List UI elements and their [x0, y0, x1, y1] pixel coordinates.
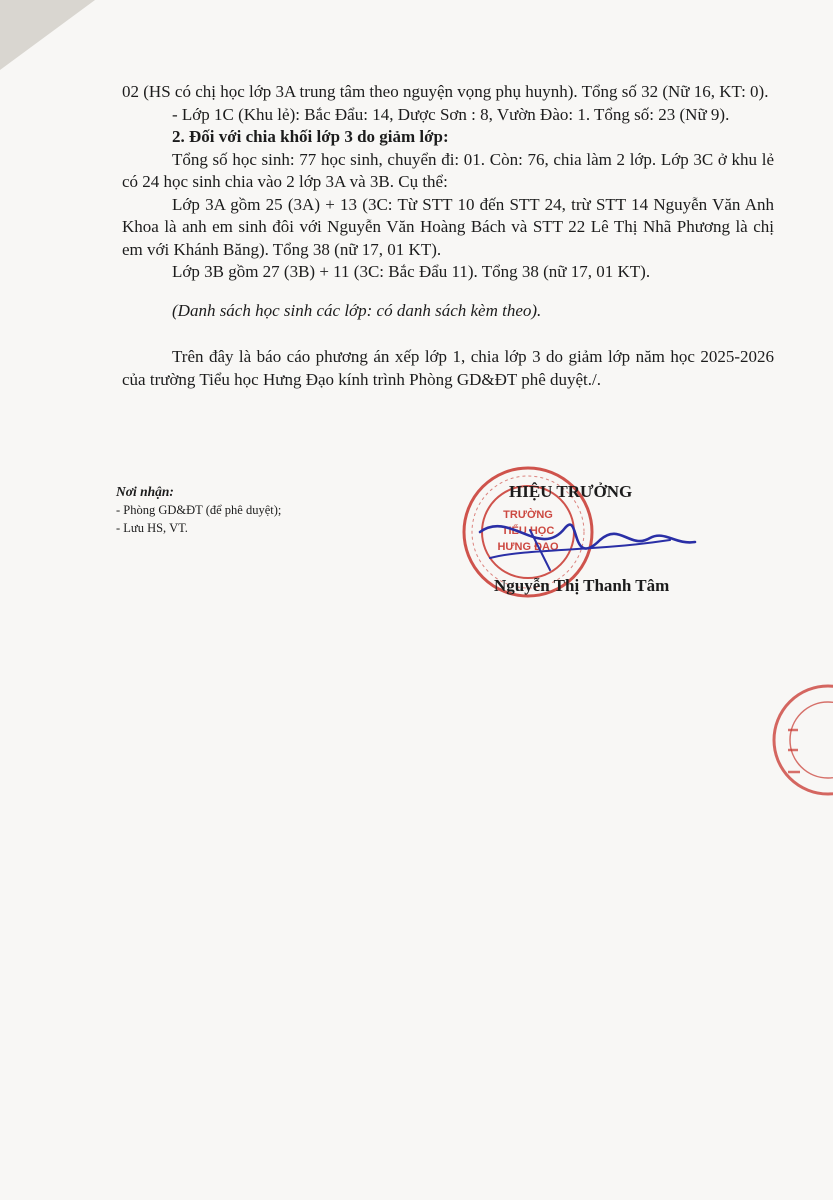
signer-name: Nguyễn Thị Thanh Tâm [494, 576, 670, 595]
recipient-item: - Lưu HS, VT. [116, 521, 188, 535]
paragraph-class-1b-summary: 02 (HS có chị học lớp 3A trung tâm theo nguyện vọng phụ huynh). Tổng số 32 (Nữ 16, KT: 0). [122, 82, 769, 101]
paragraph-class-3b: Lớp 3B gồm 27 (3B) + 11 (3C: Bắc Đẩu 11). Tổng 38 (nữ 17, 01 KT). [172, 262, 651, 281]
partial-seal-imprint [758, 680, 833, 800]
section-heading-grade-3: 2. Đối với chia khối lớp 3 do giảm lớp: [172, 127, 449, 146]
recipients-heading: Nơi nhận: [116, 484, 174, 499]
paragraph-class-3a: Lớp 3A gồm 25 (3A) + 13 (3C: Từ STT 10 đến STT 24, trừ STT 14 Nguyễn Văn Anh Khoa là anh em sinh đôi với Nguyễn Văn Hoàng Bách và STT 22 Lê Thị Nhã Phương là chị em với Khánh Băng). Tổng 38 (nữ 17, 01 KT). [122, 194, 774, 259]
signer-title: HIỆU TRƯỞNG [509, 482, 633, 501]
seal-line-1: TRƯỜNG [503, 509, 553, 521]
document-body [122, 81, 774, 391]
paragraph-class-1c: - Lớp 1C (Khu lẻ): Bắc Đẩu: 14, Dược Sơn : 8, Vườn Đào: 1. Tổng số: 23 (Nữ 9). [172, 104, 730, 124]
recipient-item: - Phòng GD&ĐT (để phê duyệt); [116, 503, 282, 517]
seal-line-3: HƯNG ĐẠO [497, 541, 559, 553]
recipients-block [116, 483, 281, 537]
attachment-note: (Danh sách học sinh các lớp: có danh sách kèm theo). [172, 300, 542, 320]
folded-corner [0, 0, 95, 70]
closing-paragraph: Trên đây là báo cáo phương án xếp lớp 1, chia lớp 3 do giảm lớp năm học 2025-2026 của trường Tiểu học Hưng Đạo kính trình Phòng GD&ĐT phê duyệt./. [122, 347, 774, 389]
seal-line-2: TIỂU HỌC [501, 525, 555, 537]
paragraph-grade-3-total: Tổng số học sinh: 77 học sinh, chuyển đi: 01. Còn: 76, chia làm 2 lớp. Lớp 3C ở khu lẻ có 24 học sinh chia vào 2 lớp 3A và 3B. Cụ thể: [122, 149, 774, 191]
